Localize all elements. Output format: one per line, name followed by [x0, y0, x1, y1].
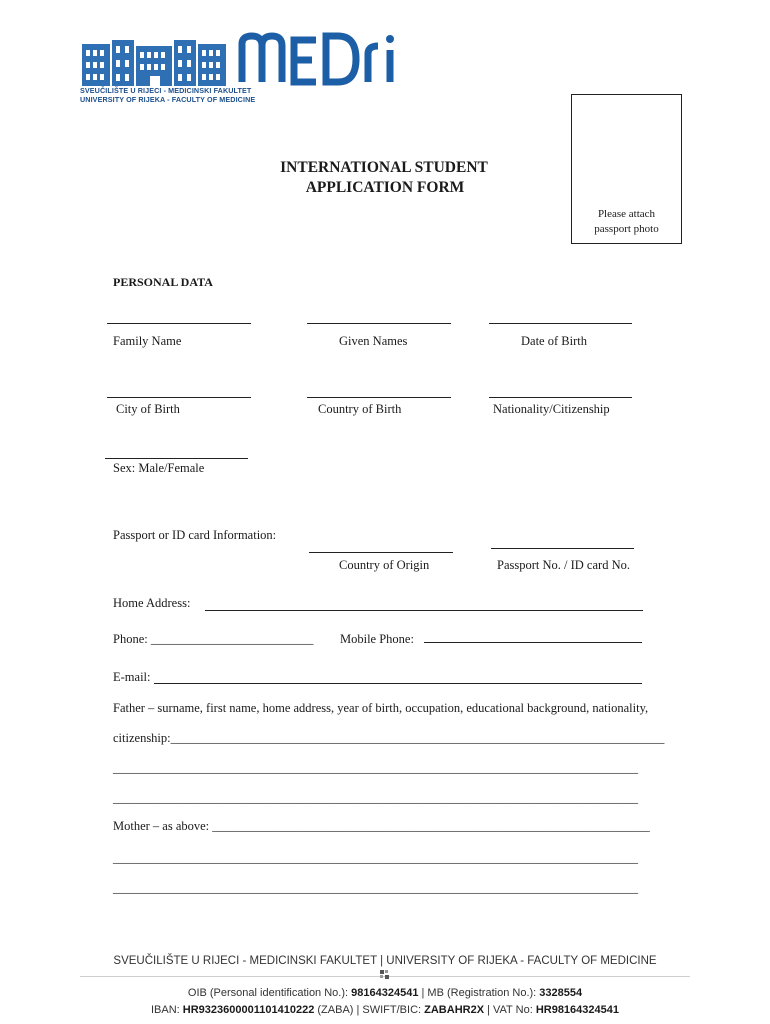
logo-caption: [80, 87, 255, 104]
photo-instruction: [572, 207, 681, 237]
father-blank-line-1[interactable]: ____________________________________________________________________________________: [113, 761, 638, 775]
given-names-line[interactable]: [307, 323, 451, 324]
father-blank-line-2[interactable]: ____________________________________________________________________________________: [113, 791, 638, 805]
father-label: Father – surname, first name, home address, year of birth, occupation, educational background, nationality,: [113, 701, 649, 715]
city-of-birth-label: City of Birth: [116, 402, 180, 416]
medri-wordmark: [238, 30, 396, 86]
form-title-line1: INTERNATIONAL STUDENT: [280, 159, 488, 176]
nationality-label: Nationality/Citizenship: [493, 402, 610, 416]
form-title-line2: APPLICATION FORM: [305, 179, 465, 196]
phone-label: Phone: __________________________: [113, 632, 314, 646]
mobile-phone-label: Mobile Phone:: [340, 632, 414, 646]
iban-value: HR9323600001101410222: [182, 1004, 315, 1016]
mb-value: 3328554: [539, 987, 583, 999]
logo-caption-line2: UNIVERSITY OF RIJEKA - FACULTY OF MEDICINE: [80, 94, 256, 104]
family-name-label: Family Name: [113, 334, 182, 348]
citizenship-line[interactable]: citizenship:_______________________________________________________________________________: [113, 731, 665, 745]
date-of-birth-label: Date of Birth: [521, 334, 587, 348]
university-building-logo: [80, 38, 228, 88]
footer-registration: [0, 987, 770, 999]
photo-instruction-line2: passport photo: [594, 223, 659, 235]
family-name-line[interactable]: [107, 323, 251, 324]
home-address-line[interactable]: [205, 610, 643, 611]
photo-instruction-line1: Please attach: [597, 208, 656, 220]
iban-bank: (ZABA) | SWIFT/BIC:: [314, 1004, 425, 1016]
home-address-label: Home Address:: [113, 596, 191, 610]
oib-label: OIB (Personal identification No.):: [187, 987, 352, 999]
email-label: E-mail:: [113, 670, 151, 684]
passport-no-line[interactable]: [491, 548, 634, 549]
form-title: [0, 158, 770, 198]
mother-blank-line-1[interactable]: ____________________________________________________________________________________: [113, 851, 638, 865]
sex-label: Sex: Male/Female: [113, 461, 205, 475]
city-of-birth-line[interactable]: [107, 397, 251, 398]
given-names-label: Given Names: [339, 334, 408, 348]
country-of-origin-line[interactable]: [309, 552, 453, 553]
logo-caption-line1: SVEUČILIŠTE U RIJECI - MEDICINSKI FAKULTET: [80, 86, 252, 95]
iban-label: IBAN:: [151, 1004, 183, 1016]
email-line[interactable]: [154, 683, 642, 684]
mother-label[interactable]: Mother – as above: ______________________________________________________________________: [113, 819, 650, 833]
swift-value: ZABAHR2X: [424, 1004, 485, 1016]
footer-banking: [0, 1004, 770, 1016]
mb-label: | MB (Registration No.):: [418, 987, 540, 999]
sex-line[interactable]: [105, 458, 248, 459]
country-of-origin-label: Country of Origin: [339, 558, 430, 572]
mobile-phone-line[interactable]: [424, 642, 642, 643]
vat-label: | VAT No:: [484, 1004, 536, 1016]
nationality-line[interactable]: [489, 397, 632, 398]
passport-info-label: Passport or ID card Information:: [113, 528, 277, 542]
date-of-birth-line[interactable]: [489, 323, 632, 324]
footer-ornament-icon: [380, 970, 392, 982]
passport-no-label: Passport No. / ID card No.: [497, 558, 630, 572]
country-of-birth-label: Country of Birth: [318, 402, 402, 416]
country-of-birth-line[interactable]: [307, 397, 451, 398]
footer-institution: SVEUČILIŠTE U RIJECI - MEDICINSKI FAKULTET | UNIVERSITY OF RIJEKA - FACULTY OF MEDICINE: [113, 955, 657, 967]
section-personal-data: PERSONAL DATA: [113, 275, 213, 289]
oib-value: 98164324541: [351, 987, 419, 999]
medri-logo: [238, 30, 396, 98]
mother-blank-line-2[interactable]: ____________________________________________________________________________________: [113, 881, 638, 895]
vat-value: HR98164324541: [535, 1004, 619, 1016]
